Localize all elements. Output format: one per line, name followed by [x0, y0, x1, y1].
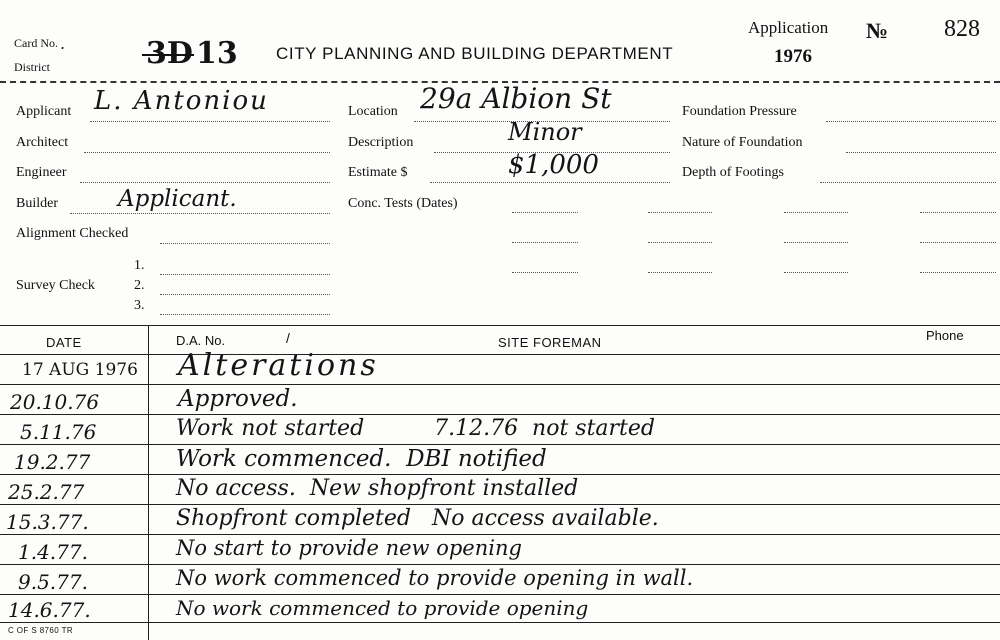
row-rule [0, 564, 1000, 565]
alignment-line [160, 243, 330, 244]
row-rule [0, 622, 1000, 623]
estimate-value: $1,000 [508, 150, 599, 180]
estimate-line [430, 182, 670, 183]
conc-line-2 [648, 212, 712, 213]
architect-label: Architect [16, 135, 69, 150]
log-date: 9.5.77. [18, 570, 88, 594]
conc-line-4 [920, 212, 996, 213]
conc-line-8 [920, 242, 996, 243]
depth-footings-label: Depth of Footings [682, 165, 784, 180]
survey-2: 2. [134, 278, 145, 293]
row-rule [0, 384, 1000, 385]
survey-3-line [160, 314, 330, 315]
engineer-line [80, 182, 330, 183]
log-note: Alterations [178, 348, 379, 383]
conc-line-7 [784, 242, 848, 243]
log-date: 14.6.77. [8, 598, 91, 622]
log-note: No work commenced to provide opening in wall. [176, 566, 694, 590]
row-rule [0, 444, 1000, 445]
log-date: 20.10.76 [10, 390, 100, 414]
conc-line-11 [784, 272, 848, 273]
location-label: Location [348, 104, 398, 119]
number-sign: № [866, 18, 889, 43]
card-no-mark: . [60, 34, 66, 53]
description-value: Minor [508, 118, 582, 146]
da-header: D.A. No. [176, 333, 226, 348]
log-date: 1.4.77. [18, 540, 88, 564]
log-note: Work not started 7.12.76 not started [176, 416, 656, 441]
conc-line-6 [648, 242, 712, 243]
conc-line-5 [512, 242, 578, 243]
log-date: 19.2.77 [14, 450, 91, 474]
conc-line-12 [920, 272, 996, 273]
log-date: 5.11.76 [20, 420, 97, 444]
conc-line-9 [512, 272, 578, 273]
log-note: No work commenced to provide opening [176, 596, 589, 620]
department-title: CITY PLANNING AND BUILDING DEPARTMENT [276, 44, 674, 63]
strike-line [142, 54, 194, 56]
da-slash: / [286, 330, 290, 346]
conc-line-1 [512, 212, 578, 213]
row-rule [0, 474, 1000, 475]
applicant-label: Applicant [16, 104, 72, 119]
row-rule [0, 594, 1000, 595]
district-label: District [14, 60, 50, 74]
alignment-label: Alignment Checked [16, 226, 129, 241]
builder-line [70, 213, 330, 214]
table-top-rule [0, 325, 1000, 326]
application-year: 1976 [774, 46, 812, 67]
description-label: Description [348, 135, 414, 150]
print-code: C OF S 8760 TR [8, 626, 74, 635]
foundation-pressure-label: Foundation Pressure [682, 104, 797, 119]
conc-tests-label: Conc. Tests (Dates) [348, 196, 458, 211]
builder-value: Applicant. [118, 186, 237, 212]
survey-3: 3. [134, 298, 145, 313]
log-date: 25.2.77 [8, 480, 85, 504]
estimate-label: Estimate $ [348, 165, 408, 180]
location-value: 29a Albion St [420, 82, 612, 115]
application-number: 828 [944, 16, 980, 42]
builder-label: Builder [16, 196, 58, 211]
table-header-rule [0, 354, 1000, 355]
row-rule [0, 534, 1000, 535]
date-header: DATE [46, 335, 82, 350]
card-no-label: Card No. [14, 36, 58, 50]
log-note: Shopfront completed No access available. [176, 506, 659, 531]
log-date: 17 AUG 1976 [22, 360, 138, 380]
log-note: Work commenced. DBI notified [176, 446, 547, 472]
log-note: Approved. [178, 386, 298, 412]
row-rule [0, 504, 1000, 505]
application-label: Application [748, 18, 829, 37]
depth-footings-line [820, 182, 996, 183]
survey-2-line [160, 294, 330, 295]
date-column-divider [148, 325, 149, 640]
phone-header: Phone [926, 328, 964, 343]
survey-label: Survey Check [16, 278, 95, 293]
card-number: 13 [196, 36, 238, 71]
survey-1: 1. [134, 258, 145, 273]
foreman-header: SITE FOREMAN [498, 335, 602, 350]
log-date: 15.3.77. [6, 510, 89, 534]
survey-1-line [160, 274, 330, 275]
log-note: No access. New shopfront installed [176, 476, 579, 501]
nature-foundation-line [846, 152, 996, 153]
applicant-value: L. Antoniou [94, 86, 269, 116]
applicant-line [90, 121, 330, 122]
conc-line-3 [784, 212, 848, 213]
foundation-pressure-line [826, 121, 996, 122]
card-number-struck: 3D [146, 36, 193, 71]
row-rule [0, 414, 1000, 415]
log-note: No start to provide new opening [176, 536, 522, 560]
nature-foundation-label: Nature of Foundation [682, 135, 803, 150]
engineer-label: Engineer [16, 165, 67, 180]
architect-line [84, 152, 330, 153]
conc-line-10 [648, 272, 712, 273]
